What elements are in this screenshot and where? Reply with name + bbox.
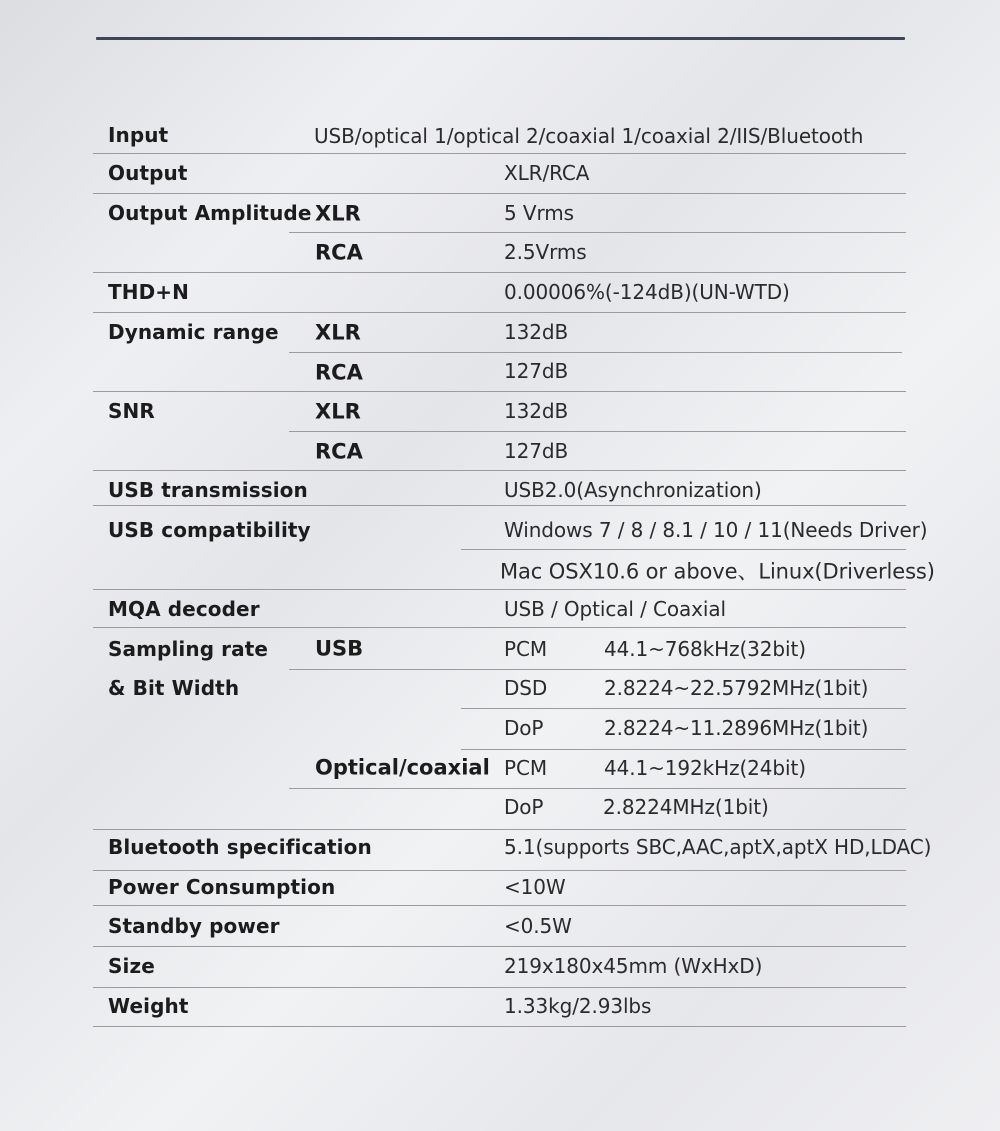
sampling-usb: USB xyxy=(315,636,364,661)
opt-dop-format: DoP xyxy=(504,795,544,819)
bluetooth-value: 5.1(supports SBC,AAC,aptX,aptX HD,LDAC) xyxy=(504,835,932,859)
usb-pcm-format: PCM xyxy=(504,637,547,661)
opt-dop-value: 2.8224MHz(1bit) xyxy=(603,795,769,819)
usb-compatibility-label: USB compatibility xyxy=(108,518,311,542)
row-divider xyxy=(93,829,906,830)
dynamic-range-label: Dynamic range xyxy=(108,320,279,344)
row-divider xyxy=(93,1026,906,1027)
power-label: Power Consumption xyxy=(108,875,336,899)
usb-dsd-value: 2.8224~22.5792MHz(1bit) xyxy=(604,676,869,700)
size-value: 219x180x45mm (WxHxD) xyxy=(504,954,763,978)
sub-row-divider xyxy=(289,431,906,432)
usb-transmission-label: USB transmission xyxy=(108,478,308,502)
row-divider xyxy=(93,870,906,871)
snr-xlr: XLR xyxy=(315,399,361,424)
weight-label: Weight xyxy=(108,994,189,1018)
sub-row-divider xyxy=(289,352,902,353)
sub-row-divider xyxy=(289,232,906,233)
row-divider xyxy=(93,987,906,988)
opt-pcm-format: PCM xyxy=(504,756,547,780)
input-label: Input xyxy=(108,123,169,147)
output-amplitude-xlr: XLR xyxy=(315,201,361,226)
standby-value: <0.5W xyxy=(504,914,572,938)
row-divider xyxy=(93,272,906,273)
opt-pcm-value: 44.1~192kHz(24bit) xyxy=(604,756,806,780)
dynamic-range-xlr-value: 132dB xyxy=(504,320,569,344)
input-value: USB/optical 1/optical 2/coaxial 1/coaxial 2/IIS/Bluetooth xyxy=(314,124,864,148)
snr-xlr-value: 132dB xyxy=(504,399,569,423)
usb-dop-format: DoP xyxy=(504,716,544,740)
sub-row-divider xyxy=(461,749,906,750)
output-label: Output xyxy=(108,161,188,185)
sub-row-divider xyxy=(461,549,906,550)
dynamic-range-rca: RCA xyxy=(315,360,363,385)
thd-value: 0.00006%(-124dB)(UN-WTD) xyxy=(504,280,790,304)
mqa-value: USB / Optical / Coaxial xyxy=(504,597,726,621)
snr-rca: RCA xyxy=(315,439,363,464)
standby-label: Standby power xyxy=(108,914,280,938)
sampling-optical: Optical/coaxial xyxy=(315,755,490,780)
size-label: Size xyxy=(108,954,155,978)
bluetooth-label: Bluetooth specification xyxy=(108,835,372,859)
top-rule xyxy=(96,37,905,40)
weight-value: 1.33kg/2.93lbs xyxy=(504,994,652,1018)
row-divider xyxy=(93,589,906,590)
row-divider xyxy=(93,627,906,628)
power-value: <10W xyxy=(504,875,566,899)
usb-pcm-value: 44.1~768kHz(32bit) xyxy=(604,637,806,661)
sub-row-divider xyxy=(461,708,906,709)
sub-row-divider xyxy=(289,788,906,789)
row-divider xyxy=(93,312,906,313)
output-amplitude-xlr-value: 5 Vrms xyxy=(504,201,574,225)
thd-label: THD+N xyxy=(108,280,189,304)
usb-dop-value: 2.8224~11.2896MHz(1bit) xyxy=(604,716,869,740)
sub-row-divider xyxy=(289,669,906,670)
usb-transmission-value: USB2.0(Asynchronization) xyxy=(504,478,762,502)
usb-compatibility-windows: Windows 7 / 8 / 8.1 / 10 / 11(Needs Driver) xyxy=(504,518,928,542)
row-divider xyxy=(93,946,906,947)
sampling-label-line1: Sampling rate xyxy=(108,637,269,661)
mqa-label: MQA decoder xyxy=(108,597,260,621)
dynamic-range-rca-value: 127dB xyxy=(504,359,569,383)
row-divider xyxy=(93,470,906,471)
output-amplitude-rca-value: 2.5Vrms xyxy=(504,240,587,264)
dynamic-range-xlr: XLR xyxy=(315,320,361,345)
row-divider xyxy=(93,905,906,906)
row-divider xyxy=(93,153,906,154)
sampling-label-line2: & Bit Width xyxy=(108,676,240,700)
output-value: XLR/RCA xyxy=(504,161,590,185)
row-divider xyxy=(93,391,906,392)
usb-compatibility-mac: Mac OSX10.6 or above、Linux(Driverless) xyxy=(500,559,935,584)
snr-rca-value: 127dB xyxy=(504,439,569,463)
output-amplitude-label: Output Amplitude xyxy=(108,201,312,225)
row-divider xyxy=(93,193,906,194)
snr-label: SNR xyxy=(108,399,155,423)
output-amplitude-rca: RCA xyxy=(315,240,363,265)
usb-dsd-format: DSD xyxy=(504,676,548,700)
row-divider xyxy=(93,505,906,506)
